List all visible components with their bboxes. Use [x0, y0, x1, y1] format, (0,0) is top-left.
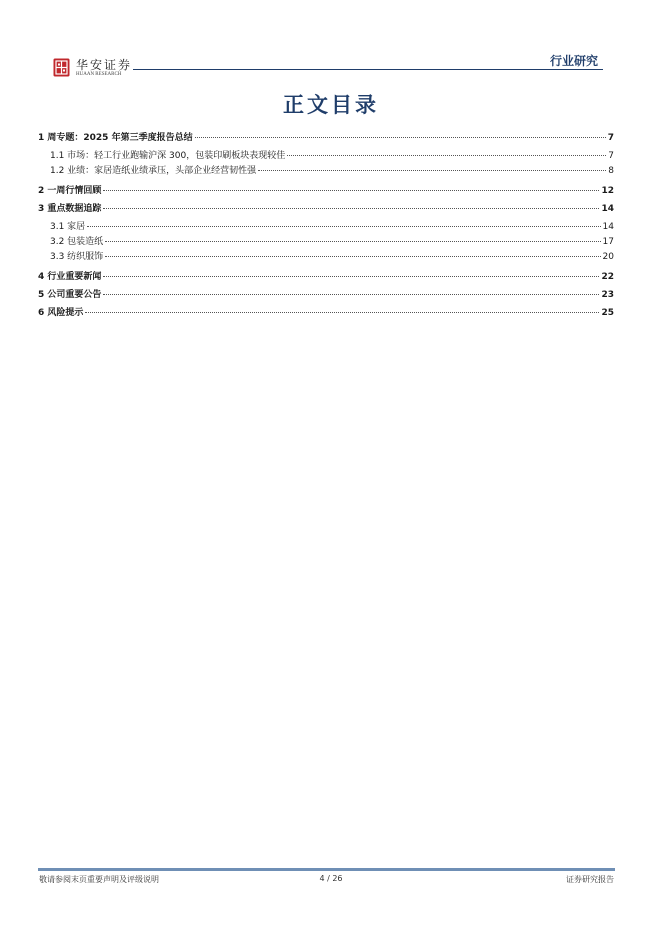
- toc-dot-leader: [103, 276, 599, 277]
- toc-dot-leader: [87, 226, 600, 227]
- toc-entry[interactable]: [38, 185, 614, 197]
- toc-entry-page: 14: [602, 222, 614, 232]
- toc-dot-leader: [85, 312, 599, 313]
- toc-entry-page: 22: [601, 272, 614, 282]
- toc-entry[interactable]: [38, 165, 614, 177]
- toc-entry[interactable]: [38, 271, 614, 283]
- toc-entry-label: 3.2 包装造纸: [50, 237, 104, 247]
- toc-dot-leader: [195, 137, 606, 138]
- header-divider: [133, 69, 603, 70]
- toc-entry[interactable]: [38, 251, 614, 263]
- toc-entry-page: 8: [608, 166, 614, 176]
- toc-dot-leader: [103, 190, 599, 191]
- toc-entry-label: 3.1 家居: [50, 222, 86, 232]
- toc-entry-label: 2 一周行情回顾: [38, 186, 102, 196]
- toc-entry-label: 1.1 市场：轻工行业跑输沪深 300，包装印刷板块表现较佳: [50, 151, 286, 161]
- toc-entry-label: 6 风险提示: [38, 308, 84, 318]
- toc-entry[interactable]: [38, 132, 614, 144]
- toc-entry-page: 17: [602, 237, 614, 247]
- section-label: 行业研究: [549, 54, 598, 68]
- toc-entry[interactable]: [38, 289, 614, 301]
- toc-entry-label: 1.2 业绩：家居造纸业绩承压，头部企业经营韧性强: [50, 166, 257, 176]
- footer-divider: [38, 868, 615, 871]
- brand-subtitle: HUAAN RESEARCH: [76, 72, 122, 77]
- document-type: 证券研究报告: [566, 875, 614, 884]
- toc-dot-leader: [258, 170, 606, 171]
- toc-dot-leader: [105, 256, 600, 257]
- toc-entry-page: 20: [602, 252, 614, 262]
- page-header: [0, 0, 662, 80]
- toc-entry-page: 12: [601, 186, 614, 196]
- toc-entry-label: 5 公司重要公告: [38, 290, 102, 300]
- page-indicator: 4 / 26: [319, 874, 343, 883]
- toc-entry-page: 14: [601, 204, 614, 214]
- toc-entry-page: 23: [601, 290, 614, 300]
- toc-entry-label: 1 周专题：2025 年第三季度报告总结: [38, 133, 193, 143]
- toc-entry[interactable]: [38, 307, 614, 319]
- toc-entry-label: 4 行业重要新闻: [38, 272, 102, 282]
- page-title: 正文目录: [283, 92, 379, 117]
- toc-entry-page: 7: [608, 151, 614, 161]
- toc-entry-page: 25: [601, 308, 614, 318]
- table-of-contents: [38, 126, 614, 325]
- toc-dot-leader: [103, 208, 599, 209]
- toc-dot-leader: [287, 155, 606, 156]
- brand-name: 华安证券: [76, 58, 133, 72]
- toc-entry[interactable]: [38, 150, 614, 162]
- toc-entry[interactable]: [38, 221, 614, 233]
- toc-dot-leader: [103, 294, 599, 295]
- toc-entry[interactable]: [38, 236, 614, 248]
- toc-entry[interactable]: [38, 203, 614, 215]
- toc-entry-page: 7: [607, 133, 614, 143]
- toc-dot-leader: [105, 241, 600, 242]
- footer-disclaimer: 敬请参阅末页重要声明及评级说明: [39, 875, 159, 884]
- toc-entry-label: 3.3 纺织服饰: [50, 252, 104, 262]
- toc-entry-label: 3 重点数据追踪: [38, 204, 102, 214]
- huaan-logo-icon: [53, 58, 70, 77]
